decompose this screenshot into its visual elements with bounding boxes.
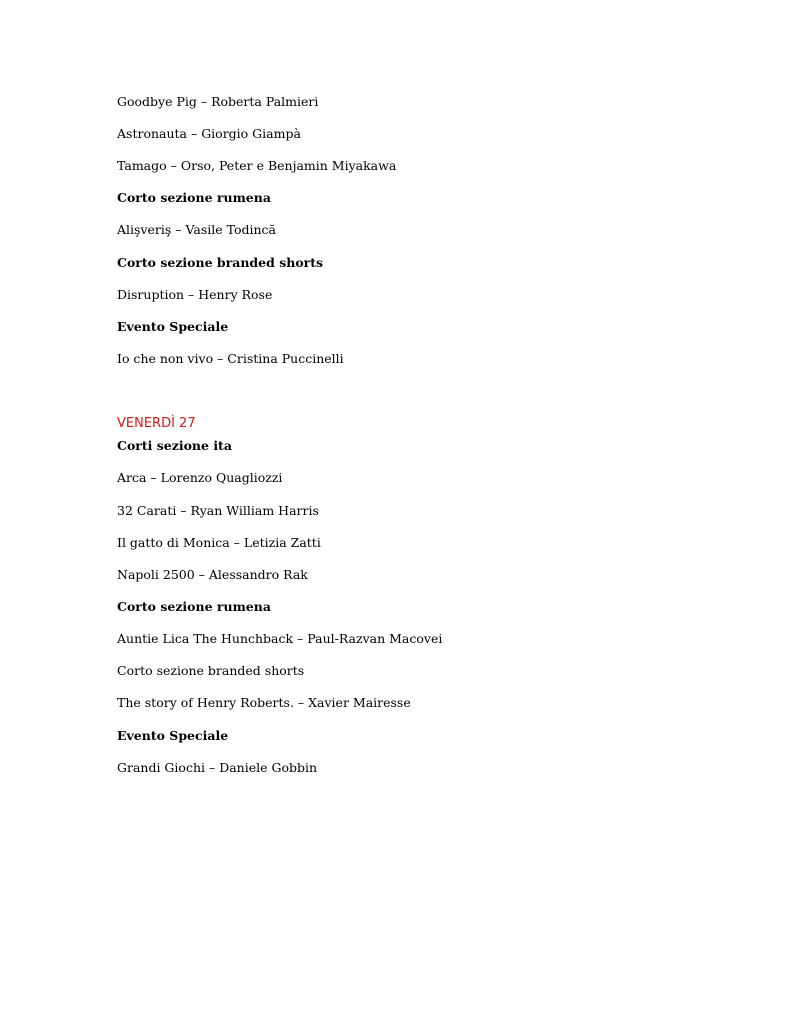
film-entry: Il gatto di Monica – Letizia Zatti <box>117 535 321 550</box>
section-heading-romanian: Corto sezione rumena <box>117 599 271 614</box>
section-heading-romanian: Corto sezione rumena <box>117 190 271 205</box>
film-entry: Auntie Lica The Hunchback – Paul-Razvan Macovei <box>117 631 443 646</box>
section-heading-branded: Corto sezione branded shorts <box>117 255 324 270</box>
film-entry: Alişveriş – Vasile Todincă <box>117 222 276 237</box>
section-heading-ita: Corti sezione ita <box>117 438 232 453</box>
film-entry: Napoli 2500 – Alessandro Rak <box>117 567 308 582</box>
section-heading-special: Evento Speciale <box>117 319 229 334</box>
day-heading: VENERDÌ 27 <box>117 416 196 431</box>
film-entry: Io che non vivo – Cristina Puccinelli <box>117 351 344 366</box>
section-heading-special: Evento Speciale <box>117 728 229 743</box>
film-entry: Grandi Giochi – Daniele Gobbin <box>117 760 318 775</box>
film-entry: The story of Henry Roberts. – Xavier Mairesse <box>117 695 411 710</box>
film-entry: Tamago – Orso, Peter e Benjamin Miyakawa <box>117 158 397 173</box>
film-entry: Disruption – Henry Rose <box>117 287 273 302</box>
film-entry: 32 Carati – Ryan William Harris <box>117 503 319 518</box>
film-entry: Astronauta – Giorgio Giampà <box>117 126 301 141</box>
film-entry: Goodbye Pig – Roberta Palmieri <box>117 94 319 109</box>
section-heading-branded: Corto sezione branded shorts <box>117 663 305 678</box>
film-entry: Arca – Lorenzo Quagliozzi <box>117 470 283 485</box>
